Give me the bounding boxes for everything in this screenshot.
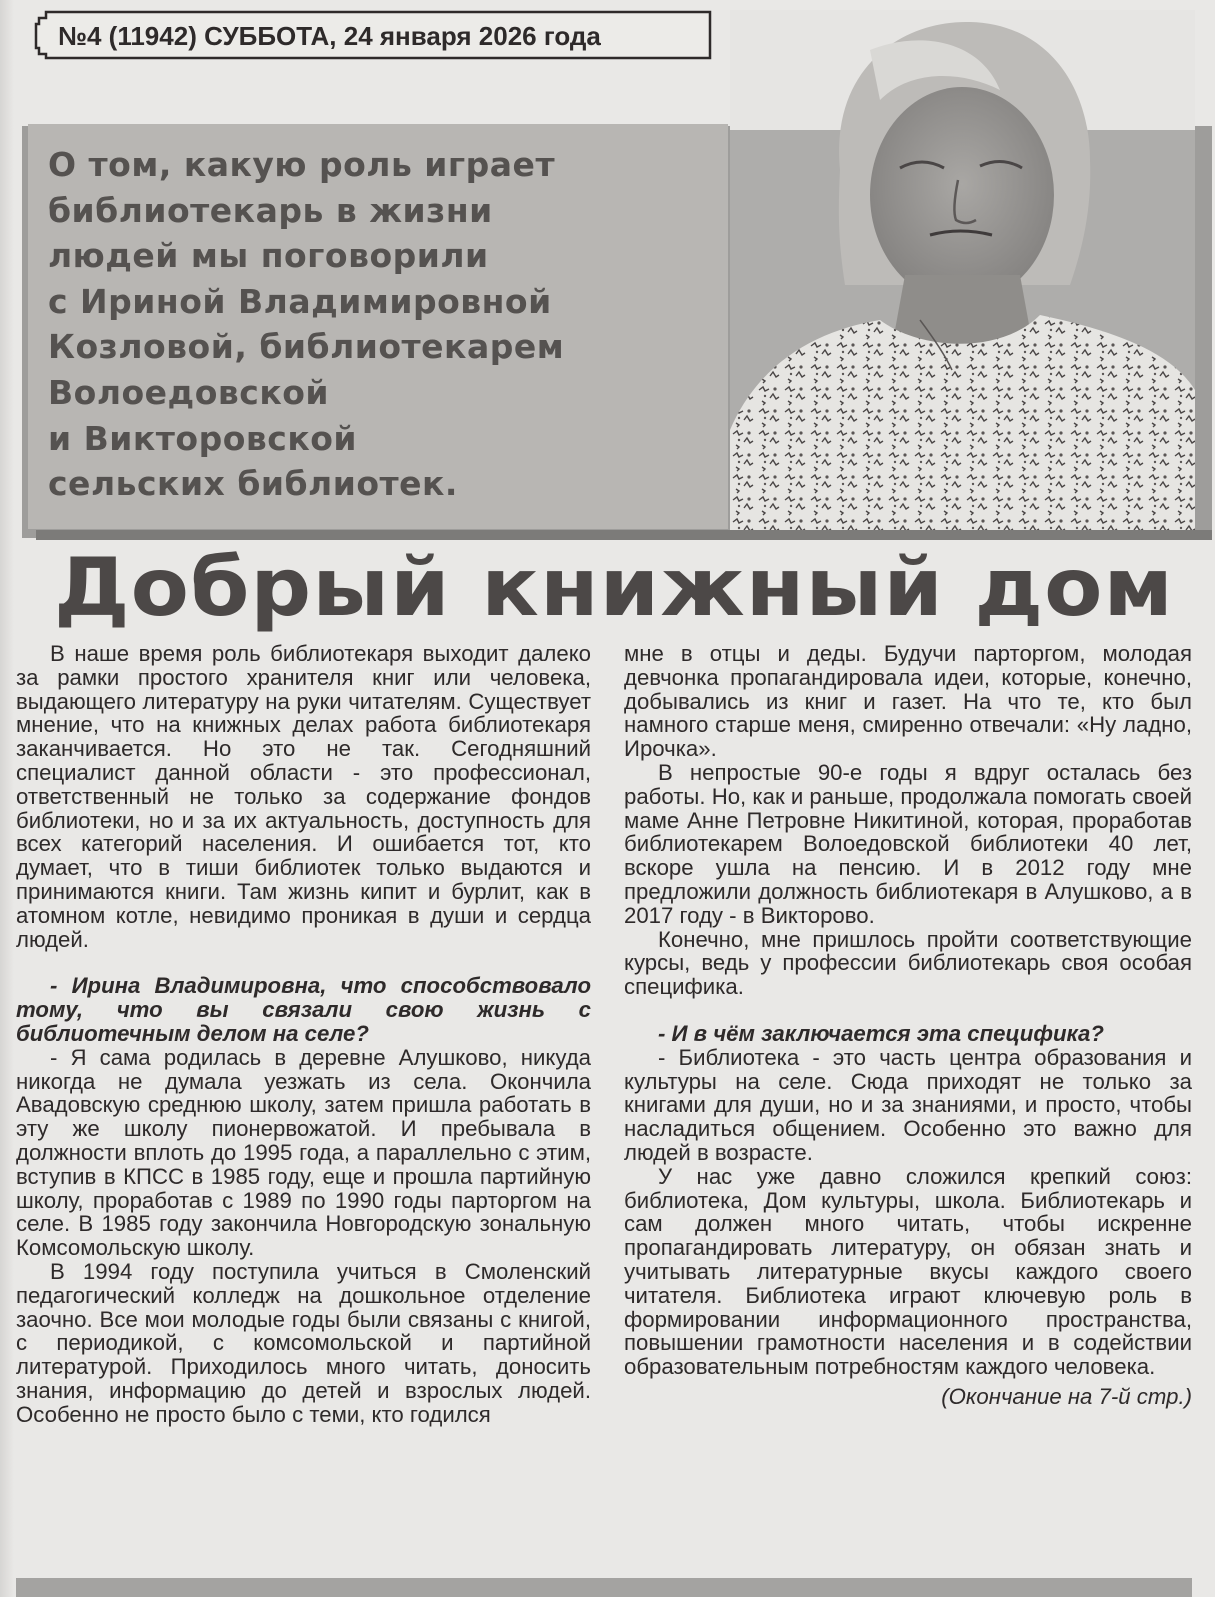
lead-line: Козловой, библиотекарем [48, 327, 565, 367]
article-paragraph: У нас уже давно сложился крепкий союз: библиотека, Дом культуры, школа. Библиотекарь и сам должен много читать, чтобы искренне пропагандировать литературу, он обязан знать и учитывать литературные вкусы каждого своего читателя. Библиотека играют ключевую роль в формировании информационного пространства, повышении грамотности населения и в содействии образовательным потребностям каждого человека. [624, 1163, 1192, 1380]
article-headline: Добрый книжный дом [53, 541, 1174, 634]
article-paragraph: мне в отцы и деды. Будучи парторгом, молодая девчонка пропагандировала идеи, которые, конечно, добывались из книг и газет. На что те, кто был намного старше меня, смиренно отвечали: «Ну ладно, Ирочка». [624, 641, 1192, 762]
lead-paragraph [48, 142, 728, 507]
lead-line: с Ириной Владимировной [48, 281, 552, 321]
article-paragraph: - Я сама родилась в деревне Алушково, никуда никогда не думала уезжать из села. Окончила Авадовскую среднюю школу, затем пришла работать в эту же школу пионервожатой. И пребывала в должности вплоть до 1995 года, а параллельно с этим, вступив в КПСС в 1985 году, еще и прошла партийную школу, проработав с 1989 по 1990 годы парторгом на селе. В 1985 году закончила Новгородскую зональную Комсомольскую школу. [16, 1044, 591, 1261]
article-column-left [16, 642, 591, 1427]
lead-line: и Викторовской [48, 418, 358, 458]
lead-line: людей мы поговорили [48, 236, 489, 276]
portrait-photo [730, 10, 1195, 530]
interview-question: - И в чём заключается эта специфика? [658, 1020, 1104, 1046]
article-paragraph: Конечно, мне пришлось пройти соответствующие курсы, ведь у профессии библиотекарь своя особая специфика. [624, 926, 1192, 1000]
lead-line: Волоедовской [48, 372, 330, 412]
lead-line: сельских библиотек. [48, 464, 458, 504]
article-paragraph: В непростые 90-е годы я вдруг осталась без работы. Но, как и раньше, продолжала помогать своей маме Анне Петровне Никитиной, которая, проработав библиотекарем Волоедовской библиотеки 40 лет, вскоре ушла на пенсию. И в 2012 году мне предложили должность библиотекаря в Алушково, а в 2017 году - в Викторово. [624, 759, 1192, 928]
lead-line: библиотекарь в жизни [48, 190, 493, 230]
page-edge-shadow [0, 0, 14, 1597]
issue-header-box [34, 10, 734, 60]
article-paragraph: - Библиотека - это часть центра образования и культуры на селе. Сюда приходят не только за книгами для души, но и за знаниями, и просто, чтобы насладиться общением. Особенно это важно для людей в возрасте. [624, 1044, 1192, 1165]
interview-question: - Ирина Владимировна, что способствовало тому, что вы связали свою жизнь с библиотечным делом на селе? [16, 973, 591, 1046]
column-divider [603, 648, 604, 1568]
issue-header-text: №4 (11942) СУББОТА, 24 января 2026 года [58, 21, 601, 51]
article-paragraph: В 1994 году поступила учиться в Смоленский педагогический колледж на дошкольное отделение заочно. Все мои молодые годы были связаны с книгой, с периодикой, с комсомольской и партийной литературой. Приходилось много читать, доносить знания, информацию до детей и взрослых людей. Особенно не просто было с теми, кто годился [16, 1258, 591, 1427]
article-paragraph: В наше время роль библиотекаря выходит далеко за рамки простого хранителя книг или человека, выдающего литературу на руки читателям. Существует мнение, что на книжных делах работа библиотекаря заканчивается. Но это не так. Сегодняшний специалист данной области - это профессионал, ответственный не только за содержание фондов библиотеки, но и за их актуальность, доступность для всех категорий населения. И ошибается тот, кто думает, что в тиши библиотек только выдаются и принимаются книги. Там жизнь кипит и бурлит, как в атомном котле, невидимо проникая в души и сердца людей. [16, 641, 591, 952]
lead-band-shadow [36, 530, 1212, 540]
lead-line: О том, какую роль играет [48, 145, 556, 184]
continuation-note: (Окончание на 7-й стр.) [941, 1383, 1192, 1409]
footer-band [16, 1578, 1192, 1597]
article-column-right [624, 642, 1192, 1409]
portrait-photo-icon [730, 10, 1195, 530]
